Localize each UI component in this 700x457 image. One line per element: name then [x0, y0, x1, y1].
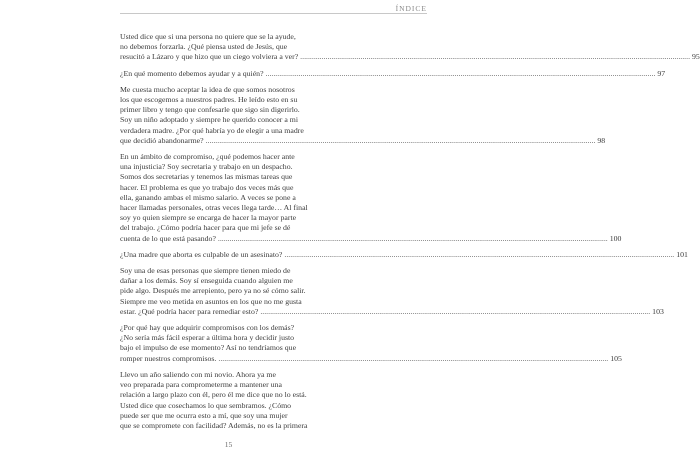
entry-line: verdadera madre. ¿Por qué habría yo de elegir a una madre	[120, 125, 304, 135]
entry-line: puede ser que me ocurra esto a mí, que soy una mujer	[120, 410, 288, 420]
dot-leader: ........................................................................................................................................................................................................	[284, 249, 675, 259]
entry-line: primer libro y tengo que confesarle que sigo sin digerirlo.	[120, 105, 300, 115]
entry-line: que decidió abandonarme?	[120, 135, 204, 145]
entry-page-number: 103	[652, 306, 664, 316]
running-header	[0, 0, 457, 22]
entry-line: no debemos forzarla. ¿Qué piensa usted de Jesús, que	[120, 42, 288, 52]
entry-last-line	[120, 135, 606, 146]
entry-last-line	[120, 353, 622, 364]
entry-line: Siempre me veo metida en asuntos en los que no me gusta	[120, 296, 302, 306]
dot-leader: ........................................................................................................................................................................................................	[217, 233, 608, 243]
index-list	[120, 32, 700, 431]
index-entry	[120, 323, 622, 364]
entry-line: romper nuestros compromisos.	[120, 353, 217, 363]
entry-line: ella, ganando ambas el mismo salario. A veces se pone a	[120, 192, 296, 202]
dot-leader: ........................................................................................................................................................................................................	[218, 353, 609, 363]
entry-page-number: 101	[676, 249, 688, 259]
entry-last-line	[120, 68, 666, 79]
entry-line: Llevo un año saliendo con mi novio. Ahora ya me	[120, 369, 276, 379]
index-entry-continued	[120, 370, 335, 431]
entry-last-line	[120, 249, 688, 260]
entry-line: ¿Una madre que aborta es culpable de un asesinato?	[120, 249, 283, 259]
header-title: ÍNDICE	[390, 4, 427, 13]
entry-line: pide algo. Después me arrepiento, pero ya no sé cómo salir.	[120, 286, 306, 296]
entry-last-line	[120, 52, 700, 62]
entry-last-line	[120, 306, 664, 317]
entry-line: una injusticia? Soy secretaria y trabajo en un despacho.	[120, 162, 293, 172]
entry-page-number: 105	[610, 353, 622, 363]
entry-line: los que escogemos a nuestros padres. He leído esto en su	[120, 95, 298, 105]
entry-line: resucitó a Lázaro y que hizo que un ciego volviera a ver?	[120, 52, 299, 62]
entry-line: cuenta de lo que está pasando?	[120, 233, 216, 243]
entry-line: del trabajo. ¿Cómo podría hacer para que mi jefe se dé	[120, 223, 291, 233]
index-entry	[120, 32, 700, 63]
index-entry	[120, 266, 664, 317]
entry-page-number: 95	[692, 52, 700, 62]
header-rule	[120, 13, 427, 14]
entry-line: ¿Por qué hay que adquirir compromisos con los demás?	[120, 323, 295, 333]
entry-line: Somos dos secretarias y tenemos las mismas tareas que	[120, 172, 293, 182]
entry-line: estar. ¿Qué podría hacer para remediar esto?	[120, 306, 259, 316]
entry-line: Usted dice que cosechamos lo que sembramos. ¿Cómo	[120, 400, 292, 410]
entry-line: Usted dice que si una persona no quiere que se la ayude,	[120, 32, 296, 41]
index-entry	[120, 249, 688, 260]
entry-line: Soy un niño adoptado y siempre he querido conocer a mi	[120, 115, 298, 125]
entry-line: dañar a los demás. Soy sí enseguida cuando alguien me	[120, 276, 293, 286]
entry-line: relación a largo plazo con él, pero él me dice que no lo está.	[120, 390, 307, 400]
page-number: 15	[224, 440, 233, 449]
entry-line: bajo el impulso de ese momento? Así no tendríamos que	[120, 343, 297, 353]
dot-leader: ........................................................................................................................................................................................................	[260, 306, 651, 316]
entry-line: soy yo quien siempre se encarga de hacer la mayor parte	[120, 213, 297, 223]
index-entry	[120, 152, 622, 244]
entry-line: ¿No sería más fácil esperar a última hora y decidir justo	[120, 333, 295, 343]
index-entry	[120, 68, 666, 79]
entry-page-number: 100	[609, 233, 622, 243]
entry-line: Soy una de esas personas que siempre tienen miedo de	[120, 266, 291, 276]
entry-line: ¿En qué momento debemos ayudar y a quién?	[120, 68, 264, 78]
entry-page-number: 98	[597, 135, 606, 145]
dot-leader: ........................................................................................................................................................................................................	[265, 68, 656, 78]
entry-line: que se compromete con facilidad? Además, no es la primera	[120, 420, 308, 430]
index-entry	[120, 84, 606, 146]
entry-page-number: 97	[657, 68, 666, 78]
dot-leader: ........................................................................................................................................................................................................	[300, 52, 691, 62]
dot-leader: ........................................................................................................................................................................................................	[205, 135, 596, 145]
entry-line: veo preparada para comprometerme a mantener una	[120, 380, 282, 390]
entry-last-line	[120, 233, 622, 244]
entry-line: hacer. El problema es que yo trabajo dos veces más que	[120, 182, 294, 192]
entry-line: Me cuesta mucho aceptar la idea de que somos nosotros	[120, 84, 295, 94]
entry-line: hacer llamadas personales, otras veces llega tarde… Al final	[120, 203, 308, 213]
entry-line: En un ámbito de compromiso, ¿qué podemos hacer ante	[120, 152, 295, 162]
